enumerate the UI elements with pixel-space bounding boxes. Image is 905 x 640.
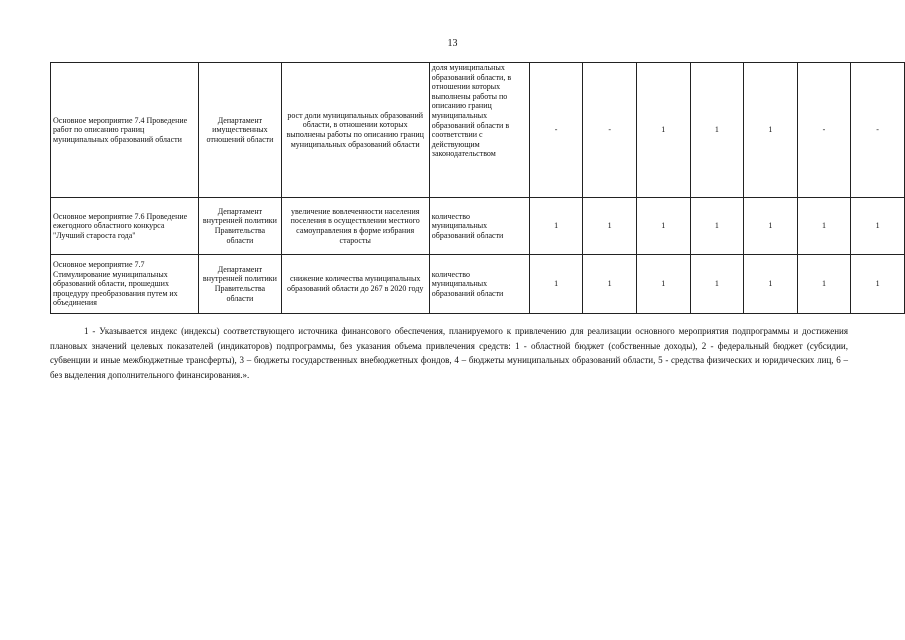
- result-cell: рост доли муниципальных образований области, в отношении которых выполнены работы по описанию границ муниципальных образований области: [281, 63, 429, 198]
- value-cell: 1: [636, 63, 690, 198]
- executor-cell: Департамент имущественных отношений области: [199, 63, 281, 198]
- indicator-cell: количество муниципальных образований области: [429, 198, 529, 255]
- table-row: [51, 63, 905, 198]
- table-row: [51, 255, 905, 314]
- value-cell: 1: [690, 255, 744, 314]
- measure-cell: Основное мероприятие 7.7 Стимулирование муниципальных образований области, прошедших процедуру преобразования путем их объединения: [51, 255, 199, 314]
- measure-cell: Основное мероприятие 7.6 Проведение ежегодного областного конкурса "Лучший староста года": [51, 198, 199, 255]
- funding-source-footnote: 1 - Указывается индекс (индексы) соответствующего источника финансового обеспечения, планируемого к привлечению для реализации основного мероприятия подпрограммы и достижения плановых значений целевых показателей (индикаторов) подпрограммы, без указания объема привлечения средств: 1 - областной бюджет (собственные доходы), 2 - федеральный бюджет (субсидии, субвенции и иные межбюджетные трансферты), 3 – бюджеты государственных внебюджетных фондов, 4 – бюджеты муниципальных образований области, 5 - средства физических и юридических лиц, 6 – без выделения дополнительного финансирования.».: [50, 326, 848, 380]
- value-cell: 1: [744, 198, 798, 255]
- table-row: [51, 198, 905, 255]
- value-cell: 1: [851, 198, 905, 255]
- program-measures-table: [50, 62, 905, 314]
- value-cell: 1: [583, 255, 637, 314]
- value-cell: 1: [529, 255, 583, 314]
- value-cell: 1: [797, 255, 851, 314]
- value-cell: -: [851, 63, 905, 198]
- executor-cell: Департамент внутренней политики Правительства области: [199, 198, 281, 255]
- measure-cell: Основное мероприятие 7.4 Проведение работ по описанию границ муниципальных образований области: [51, 63, 199, 198]
- value-cell: -: [797, 63, 851, 198]
- value-cell: 1: [529, 198, 583, 255]
- value-cell: 1: [797, 198, 851, 255]
- value-cell: 1: [851, 255, 905, 314]
- result-cell: снижение количества муниципальных образований области до 267 в 2020 году: [281, 255, 429, 314]
- executor-cell: Департамент внутренней политики Правительства области: [199, 255, 281, 314]
- value-cell: 1: [583, 198, 637, 255]
- value-cell: 1: [744, 255, 798, 314]
- value-cell: 1: [636, 255, 690, 314]
- value-cell: 1: [636, 198, 690, 255]
- value-cell: 1: [690, 63, 744, 198]
- value-cell: 1: [744, 63, 798, 198]
- result-cell: увеличение вовлеченности населения поселения в осуществлении местного самоуправления в форме избрания старосты: [281, 198, 429, 255]
- value-cell: 1: [690, 198, 744, 255]
- indicator-cell: количество муниципальных образований области: [429, 255, 529, 314]
- value-cell: -: [529, 63, 583, 198]
- value-cell: -: [583, 63, 637, 198]
- indicator-cell: доля муниципальных образований области, в отношении которых выполнены работы по описанию границ муниципальных образований области в соответствии с действующим законодательством: [429, 63, 529, 198]
- page-number: 13: [447, 38, 458, 49]
